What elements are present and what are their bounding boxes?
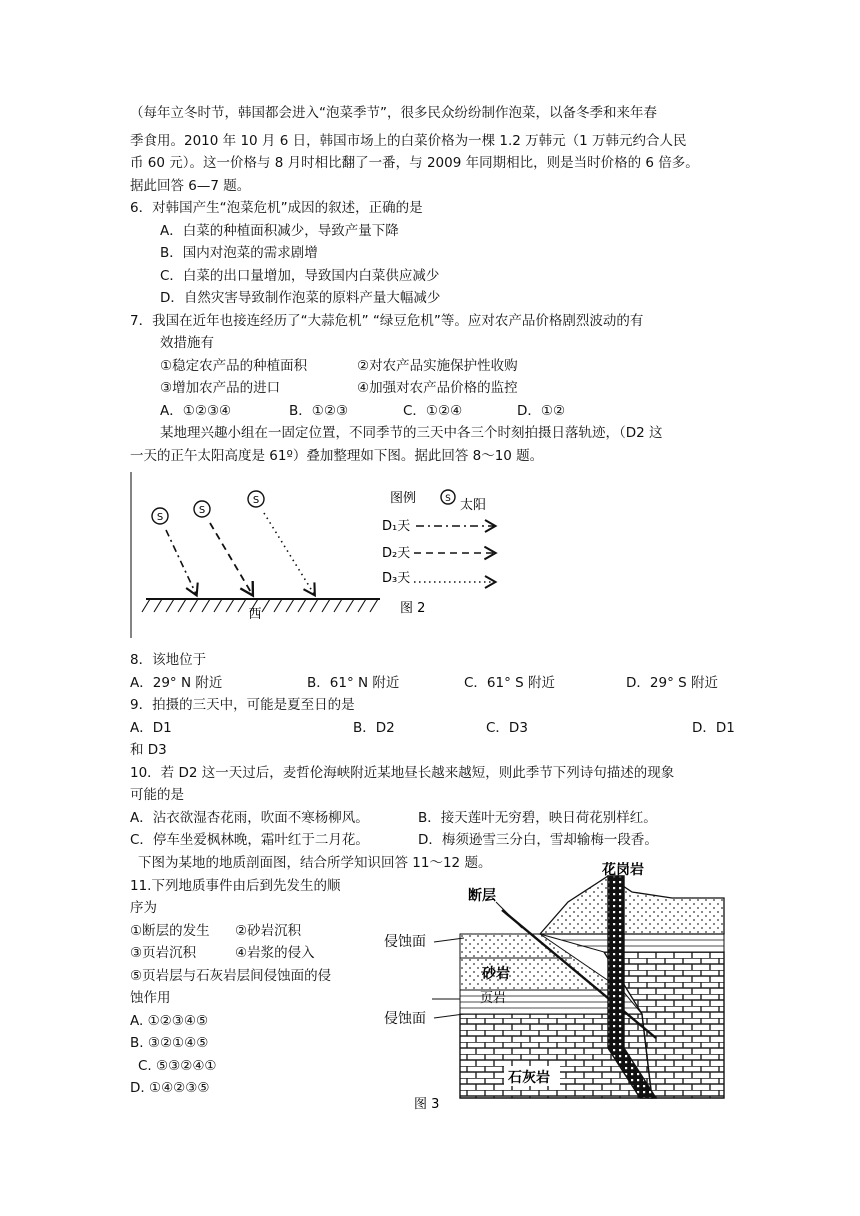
q7-option-b: B．①②③ — [289, 403, 349, 419]
q6-option-d: D．自然灾害导致制作泡菜的原料产量大幅减少 — [160, 290, 441, 306]
erosion-surface-label-bottom: 侵蚀面 — [384, 1011, 426, 1027]
q11-option-c: C. ⑤③②④① — [138, 1058, 217, 1074]
q10-option-d: D．梅须逊雪三分白，雪却输梅一段香。 — [418, 832, 658, 848]
sandstone-right — [540, 876, 724, 934]
q11-choice-5: ⑤页岩层与石灰岩层间侵蚀面的侵 — [130, 968, 332, 984]
svg-text:S: S — [198, 505, 206, 516]
q6-stem: 6．对韩国产生“泡菜危机”成因的叙述，正确的是 — [130, 200, 423, 216]
q11-option-d: D. ①④②③⑤ — [130, 1080, 210, 1096]
q7-choice-4: ④加强对农产品价格的监控 — [357, 380, 518, 396]
q11-choice-1: ①断层的发生 — [130, 923, 210, 939]
sandstone-label: 砂岩 — [482, 966, 510, 982]
q7-choice-3: ③增加农产品的进口 — [160, 380, 281, 396]
west-label: 西 — [248, 607, 262, 622]
q7-stem-2: 效措施有 — [160, 335, 214, 351]
legend-title: 图例 — [390, 491, 417, 506]
q8-option-c: C．61° S 附近 — [464, 675, 556, 691]
q8-option-d: D．29° S 附近 — [626, 675, 718, 691]
q11-choice-4: ④岩浆的侵入 — [235, 945, 315, 961]
q10-option-b: B．接天莲叶无穷碧，映日荷花别样红。 — [418, 810, 657, 826]
q10-option-a: A．沾衣欲湿杏花雨，吹面不寒杨柳风。 — [130, 810, 369, 826]
q9-option-c: C．D3 — [486, 720, 528, 736]
q9-option-d-continued: 和 D3 — [130, 742, 167, 758]
figure-2-caption: 图 2 — [400, 601, 426, 616]
trajectory-d3 — [264, 513, 314, 594]
sun-icon-d3 — [248, 491, 264, 507]
passage3: 下图为某地的地质剖面图，结合所学知识回答 11～12 题。 — [138, 855, 492, 871]
q11-choice-5-continued: 蚀作用 — [130, 990, 171, 1006]
passage2-line-2: 一天的正午太阳高度是 61º）叠加整理如下图。据此回答 8～10 题。 — [130, 448, 544, 464]
shale-right — [540, 934, 724, 952]
erosion-surface-label-top: 侵蚀面 — [384, 934, 426, 950]
figure-3-caption: 图 3 — [414, 1097, 440, 1112]
trajectory-d2 — [210, 523, 252, 594]
q10-stem-2: 可能的是 — [130, 787, 184, 803]
sunset-trajectory-figure — [128, 472, 528, 642]
limestone-label: 石灰岩 — [508, 1070, 550, 1086]
q9-stem: 9．拍摄的三天中，可能是夏至日的是 — [130, 697, 355, 713]
intro-line-2: 季食用。2010 年 10 月 6 日，韩国市场上的白菜价格为一棵 1.2 万韩元（1 万韩元约合人民 — [130, 133, 687, 149]
sun-icon-d2 — [194, 501, 210, 517]
shale-label: 页岩 — [480, 991, 507, 1006]
geologic-section-figure — [372, 862, 732, 1118]
q10-option-c: C．停车坐爱枫林晚，霜叶红于二月花。 — [130, 832, 369, 848]
legend-d3-label: D₃天 — [382, 571, 411, 586]
q11-choice-3: ③页岩沉积 — [130, 945, 197, 961]
legend-sun-label: 太阳 — [460, 498, 487, 513]
fault-pointer — [496, 902, 522, 928]
q10-stem-1: 10．若 D2 这一天过后，麦哲伦海峡附近某地昼长越来越短，则此季节下列诗句描述的现象 — [130, 765, 675, 781]
fault-label: 断层 — [468, 888, 496, 904]
q11-stem-2: 序为 — [130, 900, 157, 916]
svg-text:S: S — [252, 495, 260, 506]
q7-choice-1: ①稳定农产品的种植面积 — [160, 358, 308, 374]
q6-option-a: A．白菜的种植面积减少，导致产量下降 — [160, 223, 399, 239]
intro-line-4: 据此回答 6—7 题。 — [130, 178, 251, 194]
q8-option-a: A．29° N 附近 — [130, 675, 223, 691]
svg-text:S: S — [445, 494, 451, 504]
legend-sun-icon — [441, 490, 455, 504]
q7-option-d: D．①② — [517, 403, 566, 419]
q11-choice-2: ②砂岩沉积 — [235, 923, 302, 939]
q8-stem: 8．该地位于 — [130, 652, 207, 668]
legend-d1-label: D₁天 — [382, 519, 411, 534]
q6-option-c: C．白菜的出口量增加，导致国内白菜供应减少 — [160, 268, 440, 284]
q11-option-b: B. ③②①④⑤ — [130, 1035, 209, 1051]
q7-stem-1: 7．我国在近年也接连经历了“大蒜危机” “绿豆危机”等。应对农产品价格剧烈波动的有 — [130, 313, 644, 329]
q9-option-d: D．D1 — [692, 720, 735, 736]
q7-option-a: A．①②③④ — [160, 403, 232, 419]
intro-line-1: （每年立冬时节，韩国都会进入“泡菜季节”，很多民众纷纷制作泡菜，以备冬季和来年春 — [130, 105, 657, 121]
trajectory-d1 — [166, 530, 196, 594]
q8-option-b: B．61° N 附近 — [307, 675, 400, 691]
q7-choice-2: ②对农产品实施保护性收购 — [357, 358, 518, 374]
legend-d2-label: D₂天 — [382, 546, 411, 561]
svg-text:S: S — [156, 512, 164, 523]
passage2-line-1: 某地理兴趣小组在一固定位置，不同季节的三天中各三个时刻拍摄日落轨迹，（D2 这 — [160, 425, 663, 441]
q11-option-a: A. ①②③④⑤ — [130, 1013, 209, 1029]
q7-option-c: C．①②④ — [403, 403, 463, 419]
q6-option-b: B．国内对泡菜的需求剧增 — [160, 245, 318, 261]
q9-option-b: B．D2 — [353, 720, 395, 736]
sun-icon-d1 — [152, 508, 168, 524]
q9-option-a: A．D1 — [130, 720, 172, 736]
granite-label: 花岗岩 — [602, 862, 644, 878]
q11-stem-1: 11.下列地质事件由后到先发生的顺 — [130, 878, 341, 894]
intro-line-3: 币 60 元）。这一价格与 8 月时相比翻了一番，与 2009 年同期相比，则是当时价格的 6 倍多。 — [130, 155, 699, 171]
